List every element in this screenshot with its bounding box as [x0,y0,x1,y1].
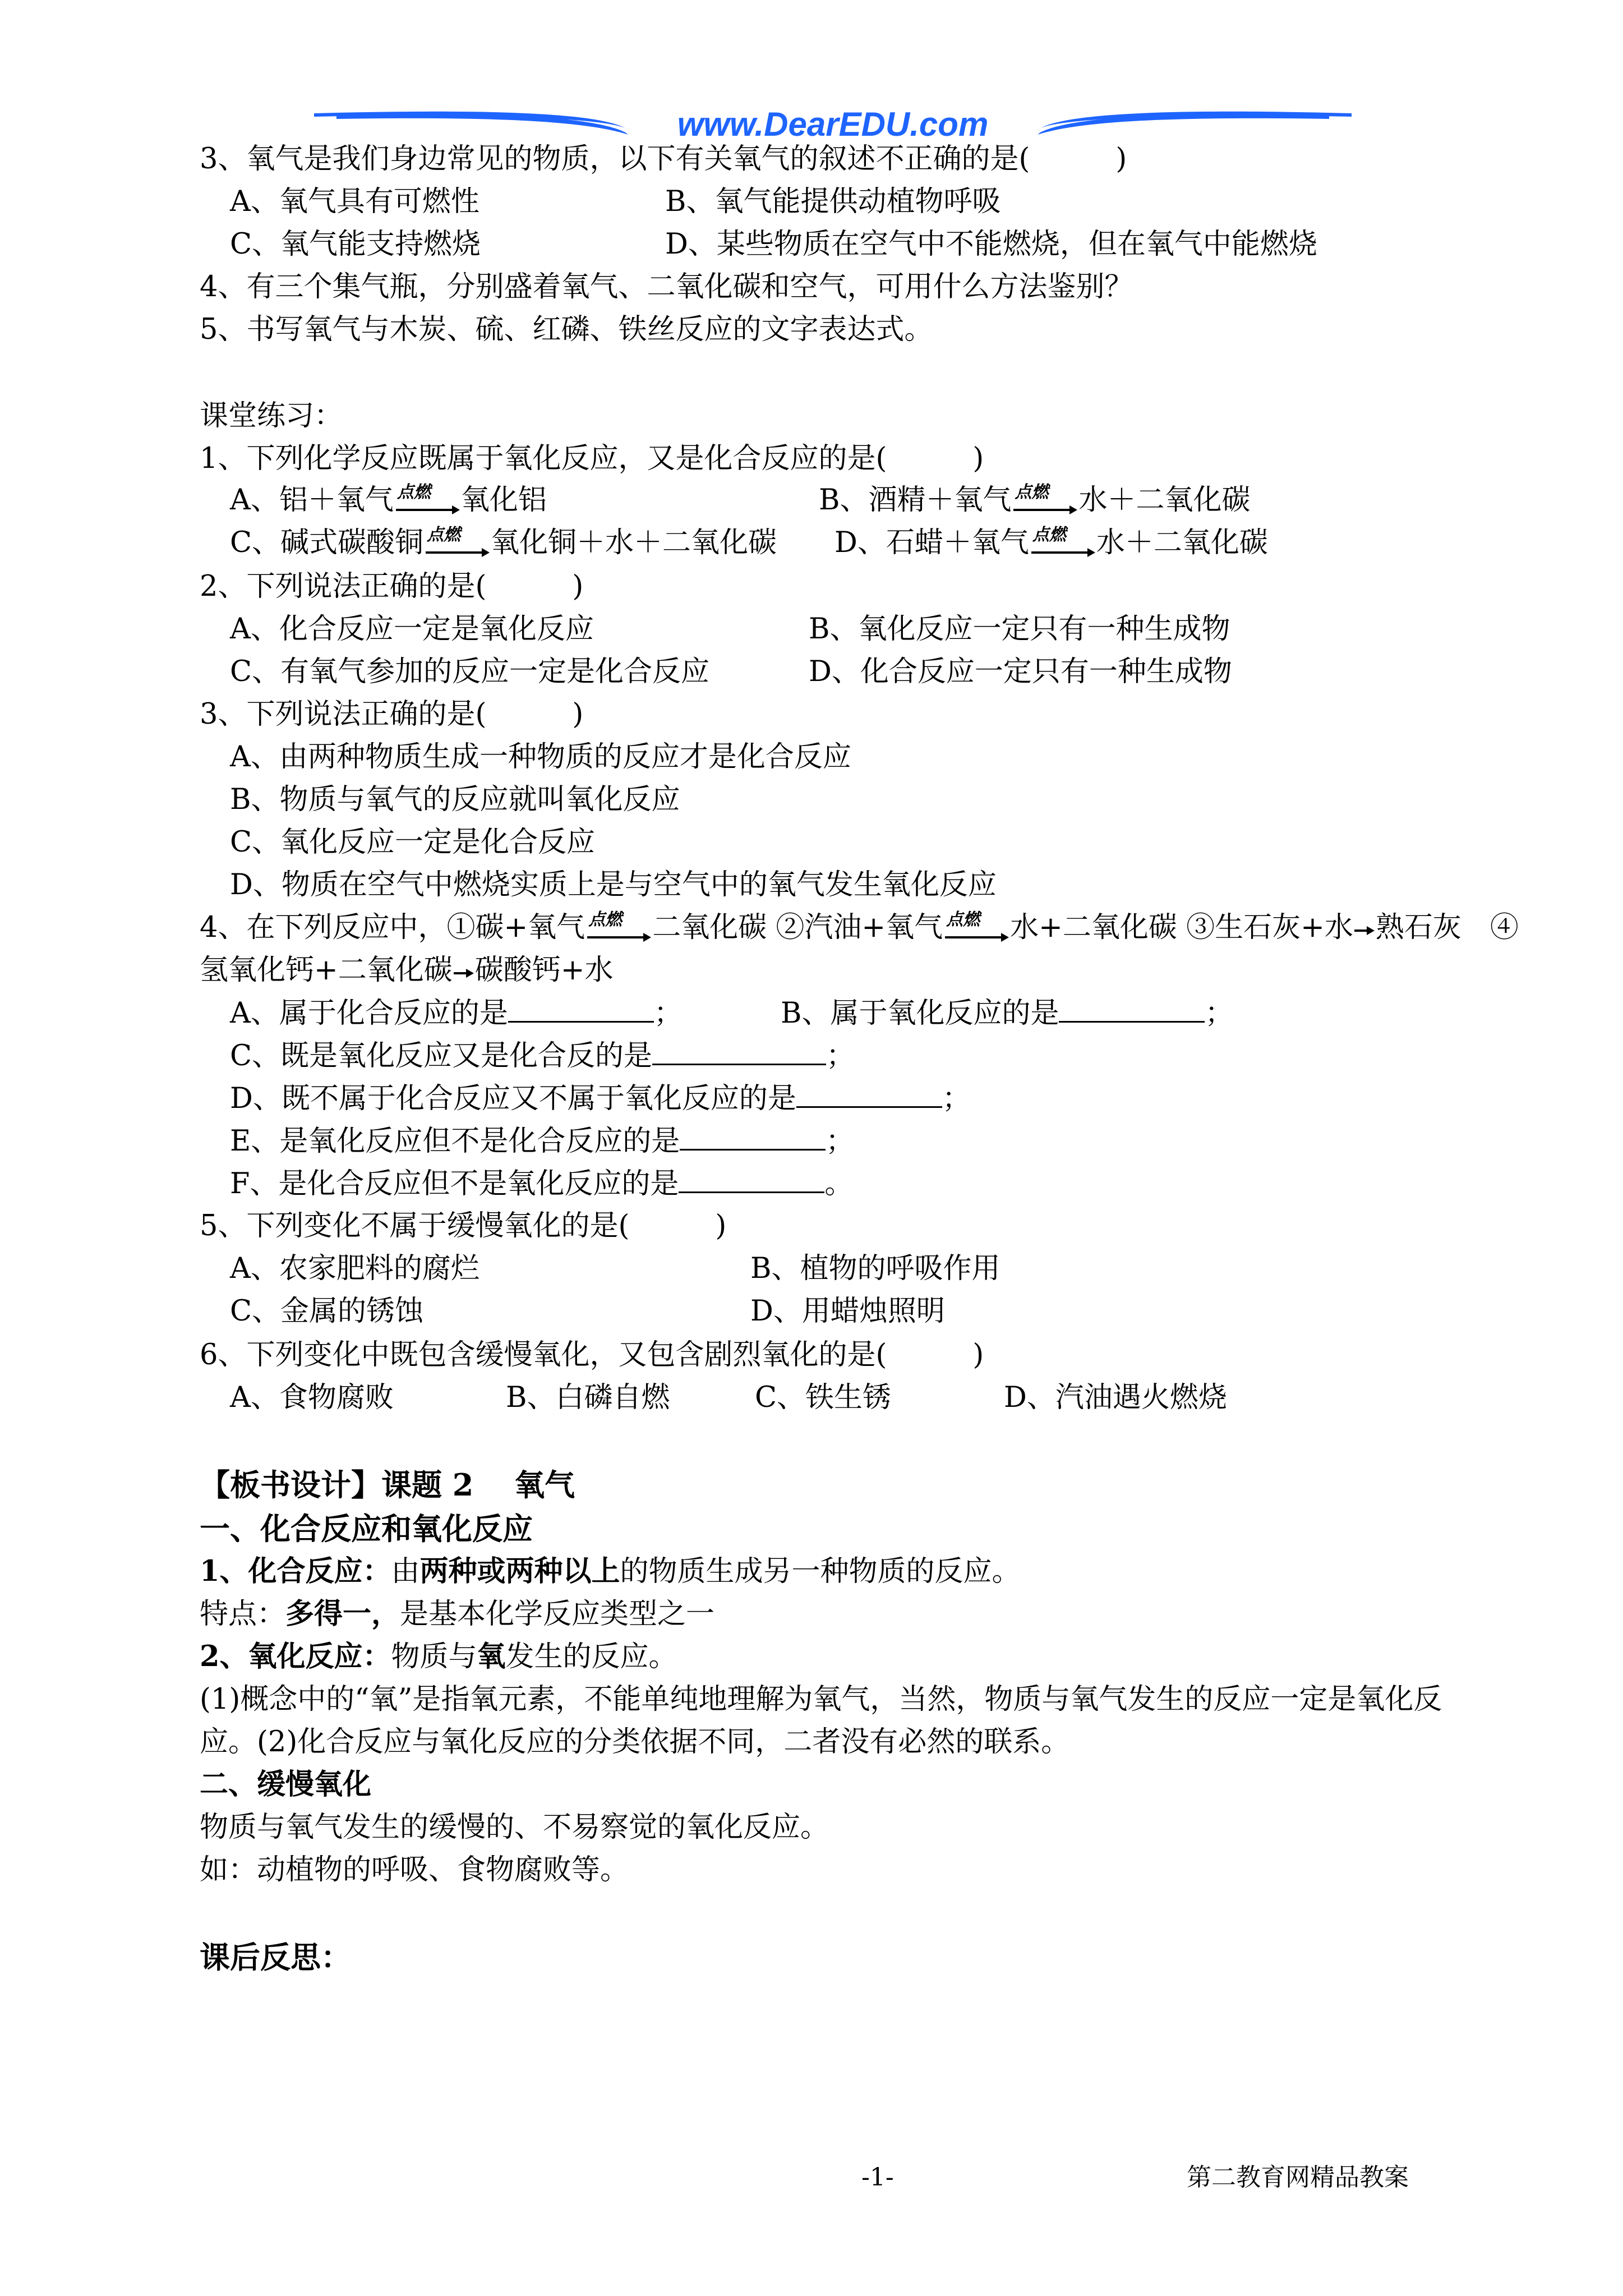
practice-q1-option-c: C、碱式碳酸铜 点燃 氧化铜＋水＋二氧化碳 [230,525,777,559]
board-line-6: 物质与氧气发生的缓慢的、不易察觉的氧化反应。 [200,1811,829,1844]
practice-q6-option-a: A、食物腐败 [230,1381,394,1414]
practice-q6-option-d: D、汽油遇火燃烧 [1004,1381,1227,1414]
ignite-arrow-icon: 点燃 [423,530,491,559]
q1-a-reactants: A、铝＋氧气 [230,484,394,517]
practice-q1-option-a [230,482,547,517]
board-section-1-title: 一、化合反应和氧化反应 [200,1511,533,1547]
board-line-2: 特点：多得一，是基本化学反应类型之一 [200,1597,715,1631]
answer-blank[interactable] [680,1126,826,1151]
practice-q3-option-b: B、物质与氧气的反应就叫氧化反应 [230,783,680,816]
practice-q1-stem: 1、下列化学反应既属于氧化反应，又是化合反应的是( ) [200,442,984,475]
practice-q6-option-c: C、铁生锈 [755,1381,892,1414]
practice-q4-d: D、既不属于化合反应又不属于氧化反应的是 ； [230,1082,971,1115]
practice-q6-option-b: B、白磷自燃 [506,1381,670,1414]
question-5: 5、书写氧气与木炭、硫、红磷、铁丝反应的文字表达式。 [200,313,933,346]
board-line-5: 应。(2)化合反应与氧化反应的分类依据不同，二者没有必然的联系。 [200,1726,1070,1759]
logo-text: www.DearEDU.com [677,105,989,143]
practice-q3-option-d: D、物质在空气中燃烧实质上是与空气中的氧气发生氧化反应 [230,868,997,901]
answer-blank[interactable] [508,999,654,1023]
practice-q1-option-b: B、酒精＋氧气 点燃 水＋二氧化碳 [819,482,1251,517]
practice-q3-option-a: A、由两种物质生成一种物质的反应才是化合反应 [230,740,851,774]
practice-q4-e: E、是氧化反应但不是化合反应的是 ； [230,1125,855,1158]
practice-q6-stem: 6、下列变化中既包含缓慢氧化，又包含剧烈氧化的是( ) [200,1338,984,1372]
ignite-arrow-icon: 点燃 [943,915,1010,944]
practice-q2-option-d: D、化合反应一定只有一种生成物 [809,655,1232,688]
answer-blank[interactable] [652,1041,826,1065]
practice-title: 课堂练习： [200,399,343,432]
practice-q5-stem: 5、下列变化不属于缓慢氧化的是( ) [200,1209,727,1243]
practice-q4-line1: 4、在下列反应中，①碳+氧气 点燃 二氧化碳 ②汽油+氧气 点燃 水+二氧化碳 ③生石灰+水 熟石灰 ④ [200,910,1519,944]
arrow-icon [453,961,475,983]
ignite-arrow-icon: 点燃 [585,915,652,944]
practice-q4-a: A、属于化合反应的是 ； [230,997,683,1030]
q3-option-d: D、某些物质在空气中不能燃烧，但在氧气中能燃烧 [665,228,1317,261]
q3-option-a: A、氧气具有可燃性 [230,185,479,218]
practice-q1-option-d: D、石蜡＋氧气 点燃 水＋二氧化碳 [834,525,1268,559]
reflection-title: 课后反思： [200,1939,351,1975]
answer-blank[interactable] [679,1169,824,1193]
ignite-arrow-icon: 点燃 [1029,530,1096,559]
practice-q5-option-c: C、金属的锈蚀 [230,1295,424,1328]
practice-q4-line2: 氢氧化钙+二氧化碳 碳酸钙+水 [200,954,614,987]
practice-q2-option-b: B、氧化反应一定只有一种生成物 [809,613,1230,646]
footer-source: 第二教育网精品教案 [1187,2163,1409,2192]
ignite-arrow-icon: 点燃 [394,487,461,517]
board-line-7: 如：动植物的呼吸、食物腐败等。 [200,1853,629,1887]
practice-q2-option-c: C、有氧气参加的反应一定是化合反应 [230,655,710,688]
q1-a-product: 氧化铝 [460,484,547,517]
practice-q5-option-b: B、植物的呼吸作用 [750,1252,1000,1285]
practice-q5-option-a: A、农家肥料的腐烂 [230,1252,479,1285]
board-line-1: 1、化合反应：由两种或两种以上的物质生成另一种物质的反应。 [200,1554,1021,1588]
practice-q2-option-a: A、化合反应一定是氧化反应 [230,613,594,646]
dearedu-logo [314,101,1352,146]
practice-q4-f: F、是化合反应但不是氧化反应的是 。 [230,1167,854,1200]
arrow-icon [1353,918,1376,941]
practice-q3-stem: 3、下列说法正确的是( ) [200,698,584,731]
practice-q2-stem: 2、下列说法正确的是( ) [200,570,584,603]
board-line-3: 2、氧化反应：物质与氧发生的反应。 [200,1640,677,1673]
practice-q4-b: B、属于氧化反应的是 ； [781,997,1234,1030]
practice-q5-option-d: D、用蜡烛照明 [750,1295,945,1328]
q3-option-c: C、氧气能支持燃烧 [230,228,481,261]
board-section-2-title: 二、缓慢氧化 [200,1768,372,1801]
answer-blank[interactable] [1059,999,1205,1023]
answer-blank[interactable] [796,1084,942,1108]
practice-q3-option-c: C、氧化反应一定是化合反应 [230,826,596,859]
question-3: 3、氧气是我们身边常见的物质，以下有关氧气的叙述不正确的是( ) [200,142,1127,176]
board-title: 【板书设计】课题 2 氧气 [200,1467,575,1503]
page-number: -1- [861,2163,894,2192]
q3-option-b: B、氧气能提供动植物呼吸 [665,185,1001,218]
board-line-4: (1)概念中的“氧”是指氧元素，不能单纯地理解为氧气，当然，物质与氧气发生的反应一定是氧化反 [200,1683,1442,1716]
ignite-arrow-icon: 点燃 [1011,487,1078,517]
question-4: 4、有三个集气瓶，分别盛着氧气、二氧化碳和空气，可用什么方法鉴别？ [200,270,1133,303]
practice-q4-c: C、既是氧化反应又是化合反的是 ； [230,1039,855,1073]
